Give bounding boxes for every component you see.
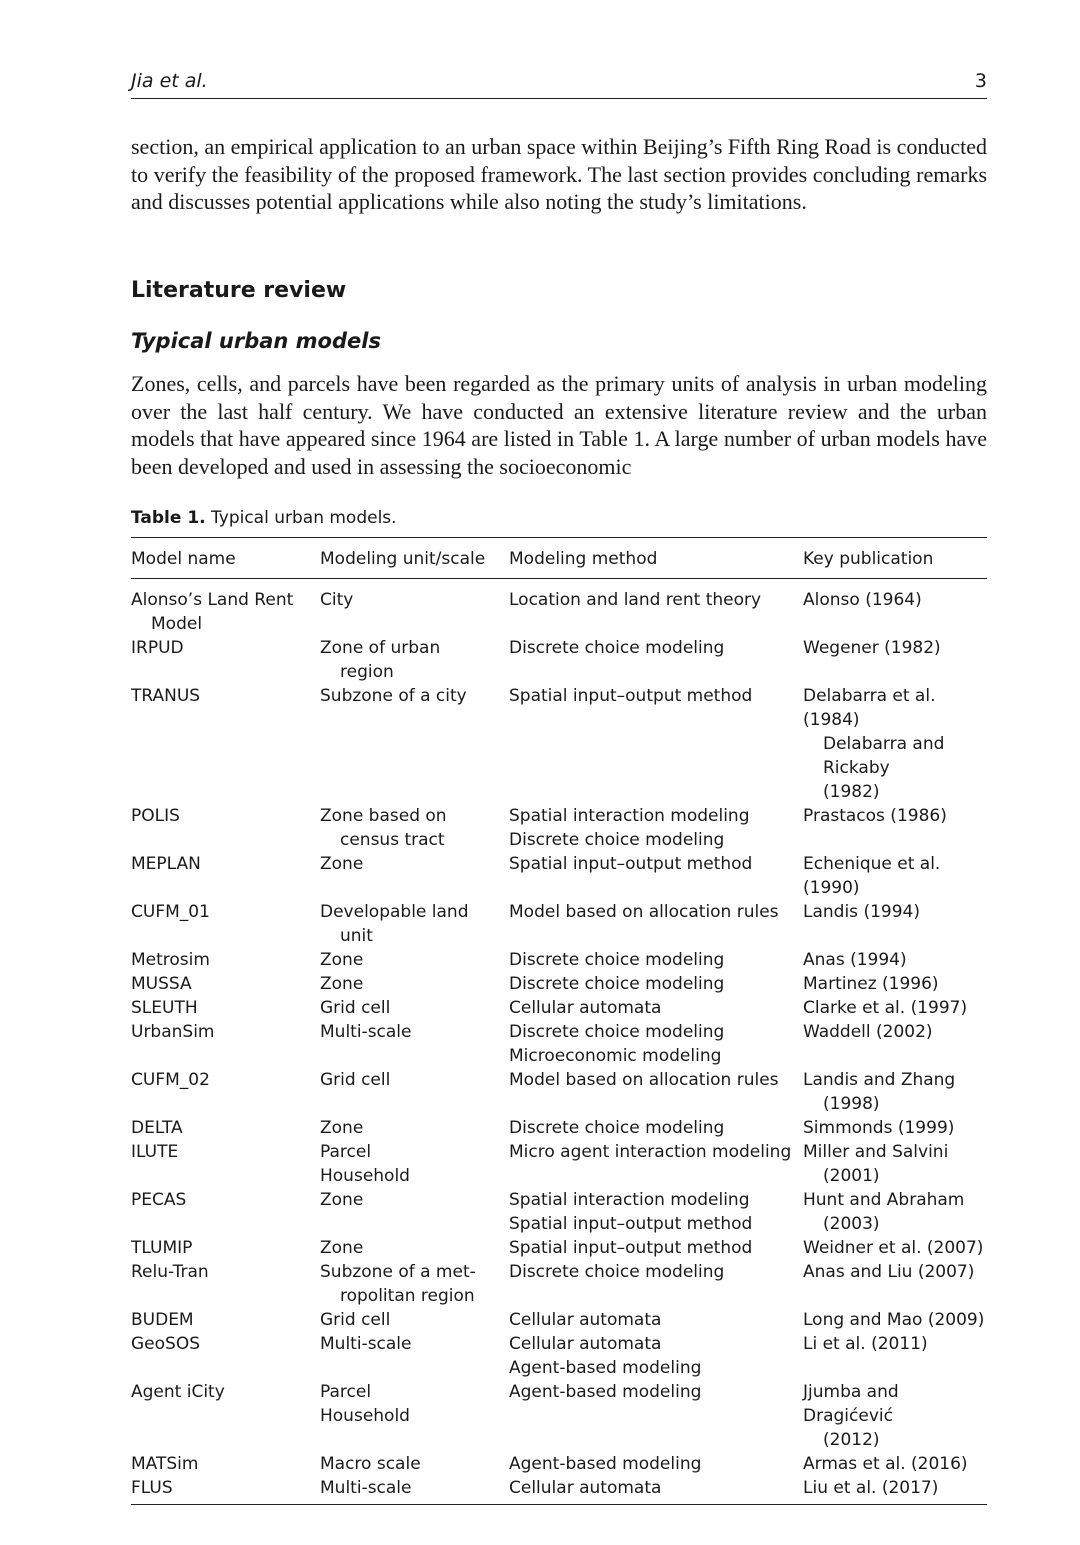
modeling-unit-cell xyxy=(320,972,509,996)
cell-line: Micro agent interaction modeling xyxy=(509,1142,792,1162)
cell-line: (2012) xyxy=(823,1430,880,1450)
modeling-unit-cell xyxy=(320,1476,509,1505)
cell-line: Liu et al. (2017) xyxy=(803,1478,939,1498)
modeling-method-cell xyxy=(509,972,803,996)
modeling-unit-cell xyxy=(320,1188,509,1236)
cell-line: Delabarra et al. (1984) xyxy=(803,686,936,730)
running-head xyxy=(131,68,987,99)
model-name-cell xyxy=(131,1452,320,1476)
table-row xyxy=(131,1452,987,1476)
key-publication-cell xyxy=(803,636,987,684)
cell-line: Spatial input–output method xyxy=(509,1214,753,1234)
modeling-method-cell xyxy=(509,1260,803,1308)
key-publication-cell xyxy=(803,1116,987,1140)
cell-line: Waddell (2002) xyxy=(803,1022,933,1042)
modeling-unit-cell xyxy=(320,948,509,972)
cell-line: Zone xyxy=(320,854,364,874)
cell-line: IRPUD xyxy=(131,638,184,658)
model-name-cell xyxy=(131,972,320,996)
cell-line: unit xyxy=(340,926,373,946)
cell-line: Zone xyxy=(320,1190,364,1210)
cell-line: Household xyxy=(320,1166,410,1186)
cell-line: Model xyxy=(151,614,203,634)
modeling-method-cell xyxy=(509,1236,803,1260)
table-row xyxy=(131,579,987,637)
modeling-unit-cell xyxy=(320,900,509,948)
modeling-unit-cell xyxy=(320,684,509,804)
cell-line: Discrete choice modeling xyxy=(509,974,725,994)
cell-line: Discrete choice modeling xyxy=(509,830,725,850)
cell-line: Discrete choice modeling xyxy=(509,1118,725,1138)
table-row xyxy=(131,1260,987,1308)
key-publication-cell xyxy=(803,1380,987,1452)
modeling-unit-cell xyxy=(320,996,509,1020)
cell-line: Metrosim xyxy=(131,950,210,970)
cell-line: Grid cell xyxy=(320,998,391,1018)
modeling-method-cell xyxy=(509,1188,803,1236)
cell-line: Spatial interaction modeling xyxy=(509,1190,750,1210)
cell-line: Zone xyxy=(320,1118,364,1138)
cell-line: Subzone of a city xyxy=(320,686,467,706)
cell-line: (1998) xyxy=(823,1094,880,1114)
modeling-unit-cell xyxy=(320,1236,509,1260)
cell-line: Landis and Zhang xyxy=(803,1070,956,1090)
cell-line: Multi-scale xyxy=(320,1478,412,1498)
section-heading: Literature review xyxy=(131,278,347,303)
key-publication-cell xyxy=(803,684,987,804)
key-publication-cell xyxy=(803,972,987,996)
cell-line: Grid cell xyxy=(320,1310,391,1330)
cell-line: Agent iCity xyxy=(131,1382,225,1402)
cell-line: MUSSA xyxy=(131,974,192,994)
cell-line: Prastacos (1986) xyxy=(803,806,947,826)
cell-line: Parcel xyxy=(320,1142,372,1162)
table-row xyxy=(131,948,987,972)
modeling-method-cell xyxy=(509,1020,803,1068)
cell-line: Zone based on xyxy=(320,806,447,826)
cell-line: Clarke et al. (1997) xyxy=(803,998,968,1018)
cell-line: Cellular automata xyxy=(509,1478,662,1498)
modeling-method-cell xyxy=(509,996,803,1020)
model-name-cell xyxy=(131,684,320,804)
cell-line: Jjumba and Dragićević xyxy=(803,1382,899,1426)
cell-line: Discrete choice modeling xyxy=(509,1022,725,1042)
subsection-heading: Typical urban models xyxy=(131,329,381,353)
cell-line: Grid cell xyxy=(320,1070,391,1090)
cell-line: DELTA xyxy=(131,1118,183,1138)
key-publication-cell xyxy=(803,1188,987,1236)
key-publication-cell xyxy=(803,1236,987,1260)
page-number: 3 xyxy=(974,70,987,92)
column-header-model-name: Model name xyxy=(131,538,320,579)
table-row xyxy=(131,852,987,900)
model-name-cell xyxy=(131,579,320,637)
cell-line: Discrete choice modeling xyxy=(509,950,725,970)
cell-line: Zone xyxy=(320,974,364,994)
key-publication-cell xyxy=(803,1476,987,1505)
modeling-unit-cell xyxy=(320,1140,509,1188)
modeling-method-cell xyxy=(509,579,803,637)
cell-line: Hunt and Abraham xyxy=(803,1190,965,1210)
cell-line: Martinez (1996) xyxy=(803,974,939,994)
cell-line: TRANUS xyxy=(131,686,201,706)
modeling-method-cell xyxy=(509,1068,803,1116)
model-name-cell xyxy=(131,1380,320,1452)
key-publication-cell xyxy=(803,1308,987,1332)
modeling-method-cell xyxy=(509,1140,803,1188)
cell-line: census tract xyxy=(340,830,445,850)
table-row xyxy=(131,1068,987,1116)
modeling-method-cell xyxy=(509,804,803,852)
table-caption-text: Typical urban models. xyxy=(211,508,397,528)
intro-paragraph: section, an empirical application to an urban space within Beijing’s Fifth Ring Road is conducted to verify the feasibility of the proposed framework. The last section provides concluding remarks and discusses potential applications while also noting the study’s limitations. xyxy=(131,134,987,214)
table-body xyxy=(131,579,987,1505)
cell-line: Discrete choice modeling xyxy=(509,1262,725,1282)
model-name-cell xyxy=(131,948,320,972)
body-paragraph: Zones, cells, and parcels have been regarded as the primary units of analysis in urban modeling over the last half century. We have conducted an extensive literature review and the urban models that have appeared since 1964 are listed in Table 1. A large number of urban models have been developed and used in assessing the socioeconomic xyxy=(131,371,987,479)
cell-line: Anas (1994) xyxy=(803,950,907,970)
cell-line: Multi-scale xyxy=(320,1022,412,1042)
cell-line: Agent-based modeling xyxy=(509,1454,702,1474)
cell-line: Discrete choice modeling xyxy=(509,638,725,658)
modeling-unit-cell xyxy=(320,804,509,852)
cell-line: POLIS xyxy=(131,806,180,826)
cell-line: Alonso (1964) xyxy=(803,590,922,610)
modeling-method-cell xyxy=(509,1452,803,1476)
table-row xyxy=(131,1236,987,1260)
key-publication-cell xyxy=(803,948,987,972)
table-caption-label: Table 1. xyxy=(131,508,206,528)
modeling-unit-cell xyxy=(320,1020,509,1068)
model-name-cell xyxy=(131,1068,320,1116)
table-row xyxy=(131,972,987,996)
cell-line: Miller and Salvini xyxy=(803,1142,949,1162)
cell-line: CUFM_01 xyxy=(131,902,210,922)
cell-line: TLUMIP xyxy=(131,1238,193,1258)
modeling-method-cell xyxy=(509,1380,803,1452)
key-publication-cell xyxy=(803,996,987,1020)
key-publication-cell xyxy=(803,1332,987,1380)
cell-line: Armas et al. (2016) xyxy=(803,1454,968,1474)
cell-line: Spatial input–output method xyxy=(509,686,753,706)
modeling-unit-cell xyxy=(320,579,509,637)
running-head-author: Jia et al. xyxy=(131,70,208,92)
cell-line: GeoSOS xyxy=(131,1334,200,1354)
cell-line: Echenique et al. (1990) xyxy=(803,854,941,898)
column-header-modeling-unit: Modeling unit/scale xyxy=(320,538,509,579)
column-header-key-publication: Key publication xyxy=(803,538,987,579)
cell-line: Developable land xyxy=(320,902,469,922)
model-name-cell xyxy=(131,636,320,684)
model-name-cell xyxy=(131,1476,320,1505)
cell-line: Zone xyxy=(320,1238,364,1258)
cell-line: MEPLAN xyxy=(131,854,201,874)
cell-line: (2003) xyxy=(823,1214,880,1234)
modeling-unit-cell xyxy=(320,1380,509,1452)
table-row xyxy=(131,804,987,852)
cell-line: PECAS xyxy=(131,1190,187,1210)
cell-line: ropolitan region xyxy=(340,1286,475,1306)
model-name-cell xyxy=(131,1020,320,1068)
model-name-cell xyxy=(131,1308,320,1332)
modeling-unit-cell xyxy=(320,1452,509,1476)
cell-line: Simmonds (1999) xyxy=(803,1118,955,1138)
model-name-cell xyxy=(131,1260,320,1308)
cell-line: Agent-based modeling xyxy=(509,1382,702,1402)
modeling-unit-cell xyxy=(320,1068,509,1116)
table-row xyxy=(131,996,987,1020)
cell-line: Agent-based modeling xyxy=(509,1358,702,1378)
modeling-method-cell xyxy=(509,1116,803,1140)
cell-line: City xyxy=(320,590,354,610)
modeling-method-cell xyxy=(509,636,803,684)
model-name-cell xyxy=(131,1332,320,1380)
cell-line: Li et al. (2011) xyxy=(803,1334,928,1354)
modeling-method-cell xyxy=(509,900,803,948)
model-name-cell xyxy=(131,1140,320,1188)
key-publication-cell xyxy=(803,579,987,637)
table-caption xyxy=(131,508,397,528)
table-row xyxy=(131,900,987,948)
modeling-unit-cell xyxy=(320,636,509,684)
key-publication-cell xyxy=(803,1452,987,1476)
cell-line: Spatial interaction modeling xyxy=(509,806,750,826)
model-name-cell xyxy=(131,1188,320,1236)
cell-line: Multi-scale xyxy=(320,1334,412,1354)
cell-line: Model based on allocation rules xyxy=(509,1070,779,1090)
cell-line: UrbanSim xyxy=(131,1022,215,1042)
modeling-unit-cell xyxy=(320,1260,509,1308)
table-container xyxy=(131,537,987,1505)
cell-line: Location and land rent theory xyxy=(509,590,762,610)
model-name-cell xyxy=(131,804,320,852)
modeling-method-cell xyxy=(509,948,803,972)
table-row xyxy=(131,1380,987,1452)
modeling-unit-cell xyxy=(320,1332,509,1380)
cell-line: ILUTE xyxy=(131,1142,179,1162)
cell-line: Household xyxy=(320,1406,410,1426)
modeling-method-cell xyxy=(509,1308,803,1332)
cell-line: MATSim xyxy=(131,1454,199,1474)
key-publication-cell xyxy=(803,900,987,948)
cell-line: FLUS xyxy=(131,1478,173,1498)
cell-line: Cellular automata xyxy=(509,1334,662,1354)
modeling-unit-cell xyxy=(320,1308,509,1332)
table-header-row xyxy=(131,538,987,579)
table-row xyxy=(131,1188,987,1236)
key-publication-cell xyxy=(803,804,987,852)
cell-line: Landis (1994) xyxy=(803,902,920,922)
key-publication-cell xyxy=(803,1140,987,1188)
table-row xyxy=(131,1476,987,1505)
cell-line: Zone of urban xyxy=(320,638,441,658)
table-row xyxy=(131,636,987,684)
cell-line: Delabarra and Rickaby xyxy=(823,734,945,778)
model-name-cell xyxy=(131,1236,320,1260)
cell-line: (1982) xyxy=(823,782,880,802)
cell-line: Wegener (1982) xyxy=(803,638,941,658)
key-publication-cell xyxy=(803,852,987,900)
model-name-cell xyxy=(131,996,320,1020)
key-publication-cell xyxy=(803,1068,987,1116)
cell-line: Parcel xyxy=(320,1382,372,1402)
cell-line: Subzone of a met- xyxy=(320,1262,476,1282)
cell-line: SLEUTH xyxy=(131,998,198,1018)
modeling-method-cell xyxy=(509,1476,803,1505)
urban-models-table xyxy=(131,537,987,1505)
modeling-method-cell xyxy=(509,684,803,804)
modeling-unit-cell xyxy=(320,852,509,900)
table-row xyxy=(131,684,987,804)
cell-line: Zone xyxy=(320,950,364,970)
key-publication-cell xyxy=(803,1020,987,1068)
key-publication-cell xyxy=(803,1260,987,1308)
column-header-modeling-method: Modeling method xyxy=(509,538,803,579)
modeling-method-cell xyxy=(509,852,803,900)
table-row xyxy=(131,1140,987,1188)
cell-line: Microeconomic modeling xyxy=(509,1046,722,1066)
cell-line: Alonso’s Land Rent xyxy=(131,590,294,610)
model-name-cell xyxy=(131,900,320,948)
cell-line: Cellular automata xyxy=(509,998,662,1018)
cell-line: CUFM_02 xyxy=(131,1070,210,1090)
modeling-method-cell xyxy=(509,1332,803,1380)
cell-line: Macro scale xyxy=(320,1454,421,1474)
cell-line: Anas and Liu (2007) xyxy=(803,1262,975,1282)
cell-line: Spatial input–output method xyxy=(509,854,753,874)
cell-line: Weidner et al. (2007) xyxy=(803,1238,984,1258)
table-row xyxy=(131,1332,987,1380)
cell-line: Spatial input–output method xyxy=(509,1238,753,1258)
cell-line: Model based on allocation rules xyxy=(509,902,779,922)
model-name-cell xyxy=(131,1116,320,1140)
modeling-unit-cell xyxy=(320,1116,509,1140)
cell-line: Relu-Tran xyxy=(131,1262,209,1282)
table-row xyxy=(131,1308,987,1332)
cell-line: BUDEM xyxy=(131,1310,194,1330)
cell-line: Long and Mao (2009) xyxy=(803,1310,985,1330)
cell-line: (2001) xyxy=(823,1166,880,1186)
model-name-cell xyxy=(131,852,320,900)
cell-line: region xyxy=(340,662,394,682)
table-row xyxy=(131,1020,987,1068)
table-row xyxy=(131,1116,987,1140)
cell-line: Cellular automata xyxy=(509,1310,662,1330)
